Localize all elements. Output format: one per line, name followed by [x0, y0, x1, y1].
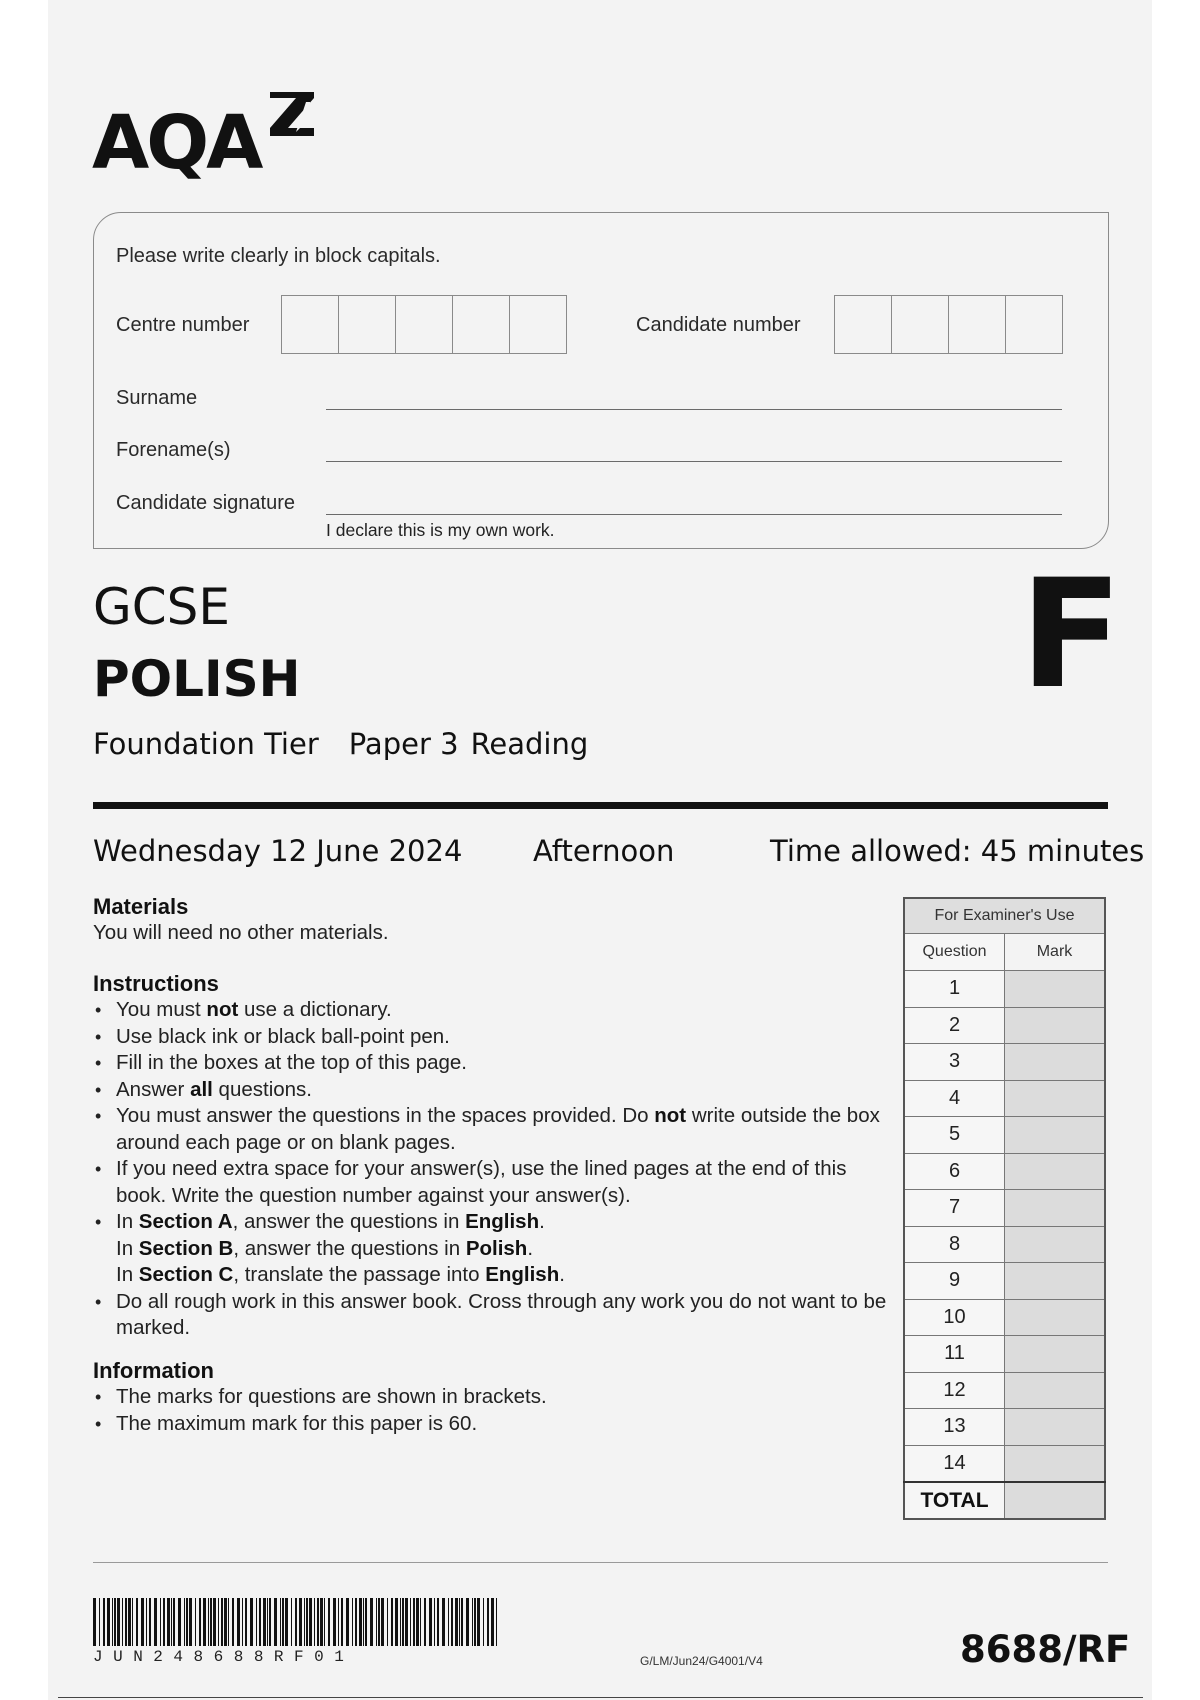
footer-divider	[93, 1562, 1108, 1563]
mark-cell	[1005, 1153, 1105, 1190]
component-label: Reading	[470, 727, 589, 761]
mark-cell	[1005, 1299, 1105, 1336]
barcode-bar	[163, 1598, 165, 1646]
centre-digit-box[interactable]	[282, 296, 339, 353]
barcode-bar	[304, 1598, 305, 1646]
centre-number-boxes[interactable]	[281, 295, 567, 354]
mark-cell	[1005, 1372, 1105, 1409]
barcode-bar	[333, 1598, 336, 1646]
declaration-text: I declare this is my own work.	[326, 520, 555, 540]
question-number: 9	[904, 1263, 1005, 1300]
candidate-digit-box[interactable]	[835, 296, 892, 353]
list-item: • If you need extra space for your answer(s), use the lined pages at the end of this book. Write the question number against your answer(s).	[93, 1156, 893, 1209]
mark-cell	[1005, 1263, 1105, 1300]
table-row	[904, 1190, 1105, 1227]
exam-session: Afternoon	[533, 834, 675, 868]
candidate-number-label: Candidate number	[636, 314, 801, 336]
signature-field[interactable]	[326, 514, 1062, 515]
question-number: 12	[904, 1372, 1005, 1409]
barcode-bar	[434, 1598, 435, 1646]
barcode-bar	[491, 1598, 494, 1646]
barcode-bar	[365, 1598, 367, 1646]
table-row	[904, 1007, 1105, 1044]
page-bottom-rule	[58, 1697, 1143, 1698]
instructions-heading: Instructions	[93, 971, 219, 996]
barcode-bar	[424, 1598, 426, 1646]
barcode-bar	[442, 1598, 445, 1646]
mark-cell	[1005, 1117, 1105, 1154]
examiner-use-table	[903, 897, 1106, 1520]
table-row	[904, 1117, 1105, 1154]
mark-cell	[1005, 1226, 1105, 1263]
barcode-bar	[451, 1598, 453, 1646]
barcode-bar	[395, 1598, 398, 1646]
barcode-bar	[269, 1598, 271, 1646]
barcode-bar	[352, 1598, 353, 1646]
barcode-bar	[250, 1598, 253, 1646]
list-item: • The marks for questions are shown in brackets.	[93, 1384, 893, 1411]
mark-cell	[1005, 971, 1105, 1008]
barcode-bar	[370, 1598, 373, 1646]
barcode-bar	[136, 1598, 138, 1646]
instructions-section	[93, 971, 893, 1342]
time-allowed: Time allowed: 45 minutes	[770, 834, 1145, 868]
question-number: 2	[904, 1007, 1005, 1044]
barcode-bar	[282, 1598, 284, 1646]
table-row	[904, 1372, 1105, 1409]
mark-cell	[1005, 1044, 1105, 1081]
barcode-bar	[413, 1598, 415, 1646]
barcode-bar	[132, 1598, 133, 1646]
barcode-bar	[160, 1598, 161, 1646]
barcode-bar	[267, 1598, 268, 1646]
barcode-bar	[178, 1598, 181, 1646]
question-number: 8	[904, 1226, 1005, 1263]
barcode-bar	[346, 1598, 349, 1646]
barcode-bar	[306, 1598, 308, 1646]
barcode-bar	[359, 1598, 362, 1646]
barcode-bar	[232, 1598, 234, 1646]
list-item: • You must answer the questions in the spaces provided. Do not write outside the box around each page or on blank pages.	[93, 1103, 893, 1156]
barcode-bar	[381, 1598, 384, 1646]
paper-details	[93, 727, 618, 761]
table-row	[904, 1044, 1105, 1081]
barcode-bar	[496, 1598, 497, 1646]
barcode-bar	[184, 1598, 185, 1646]
barcode-bar	[314, 1598, 315, 1646]
barcode-bar	[128, 1598, 131, 1646]
list-item: • Fill in the boxes at the top of this page.	[93, 1050, 893, 1077]
list-item: • The maximum mark for this paper is 60.	[93, 1411, 893, 1438]
barcode-bar	[295, 1598, 297, 1646]
surname-label: Surname	[116, 387, 198, 409]
mark-cell	[1005, 1190, 1105, 1227]
centre-digit-box[interactable]	[396, 296, 453, 353]
barcode-bar	[437, 1598, 439, 1646]
barcode-bar	[400, 1598, 401, 1646]
question-number: 5	[904, 1117, 1005, 1154]
barcode-bar	[125, 1598, 127, 1646]
mark-cell	[1005, 1080, 1105, 1117]
list-item: • Use black ink or black ball-point pen.	[93, 1024, 893, 1051]
materials-section	[93, 894, 893, 947]
barcode-bar	[149, 1598, 151, 1646]
instructions-list	[93, 997, 893, 1342]
barcode-bar	[107, 1598, 110, 1646]
tier-letter: F	[1020, 548, 1123, 722]
barcode-bar	[320, 1598, 323, 1646]
table-row	[904, 971, 1105, 1008]
question-number: 14	[904, 1445, 1005, 1482]
barcode-bar	[429, 1598, 432, 1646]
barcode-bar	[376, 1598, 377, 1646]
forenames-field[interactable]	[326, 461, 1062, 462]
barcode-bar	[459, 1598, 460, 1646]
barcode-bar	[99, 1598, 100, 1646]
barcode-bar	[420, 1598, 421, 1646]
candidate-number-boxes[interactable]	[834, 295, 1063, 354]
paper-label: Paper 3	[348, 727, 459, 761]
table-row	[904, 1445, 1105, 1482]
table-row	[904, 1153, 1105, 1190]
barcode-text: JUN248688RF01	[93, 1648, 355, 1666]
candidate-digit-box[interactable]	[1006, 296, 1062, 353]
barcode-bar	[338, 1598, 339, 1646]
table-row	[904, 1299, 1105, 1336]
paper-code: 8688/RF	[960, 1628, 1131, 1671]
barcode-bar	[224, 1598, 227, 1646]
information-heading: Information	[93, 1358, 214, 1383]
barcode-bar	[218, 1598, 219, 1646]
information-list	[93, 1384, 893, 1437]
mark-column-header: Mark	[1005, 934, 1105, 971]
centre-digit-box[interactable]	[453, 296, 510, 353]
barcode-bar	[259, 1598, 261, 1646]
forenames-label: Forename(s)	[116, 439, 231, 461]
barcode-bar	[387, 1598, 388, 1646]
barcode-bar	[355, 1598, 357, 1646]
exam-date: Wednesday 12 June 2024	[93, 834, 463, 868]
candidate-digit-box[interactable]	[949, 296, 1006, 353]
barcode-bar	[324, 1598, 325, 1646]
barcode-bar	[195, 1598, 196, 1646]
signature-label: Candidate signature	[116, 492, 296, 514]
barcode-bar	[280, 1598, 281, 1646]
question-number: 11	[904, 1336, 1005, 1373]
barcode-image	[93, 1598, 503, 1646]
barcode-bar	[483, 1598, 484, 1646]
barcode-bar	[93, 1598, 96, 1646]
candidate-details-box	[93, 212, 1109, 549]
table-row	[904, 1263, 1105, 1300]
mark-cell	[1005, 1409, 1105, 1446]
list-item: • You must not use a dictionary.	[93, 997, 893, 1024]
centre-number-label: Centre number	[116, 314, 250, 336]
barcode-bar	[117, 1598, 120, 1646]
table-row	[904, 1336, 1105, 1373]
centre-digit-box[interactable]	[510, 296, 566, 353]
barcode-bar	[474, 1598, 476, 1646]
total-mark-cell	[1005, 1482, 1105, 1519]
qualification-title: GCSE	[93, 578, 230, 636]
barcode-bar	[213, 1598, 216, 1646]
mark-cell	[1005, 1336, 1105, 1373]
list-item: • Answer all questions.	[93, 1077, 893, 1104]
barcode-bar	[317, 1598, 319, 1646]
barcode-bar	[245, 1598, 247, 1646]
barcode-bar	[114, 1598, 116, 1646]
barcode-bar	[405, 1598, 408, 1646]
barcode-bar	[455, 1598, 458, 1646]
barcode-bar	[221, 1598, 223, 1646]
barcode-bar	[112, 1598, 113, 1646]
barcode-bar	[154, 1598, 157, 1646]
question-number: 7	[904, 1190, 1005, 1227]
barcode-bar	[466, 1598, 469, 1646]
barcode-bar	[173, 1598, 175, 1646]
question-column-header: Question	[904, 934, 1005, 971]
barcode-bar	[210, 1598, 212, 1646]
barcode-bar	[416, 1598, 419, 1646]
barcode-bar	[122, 1598, 123, 1646]
barcode-bar	[285, 1598, 288, 1646]
question-number: 3	[904, 1044, 1005, 1081]
list-item: • Do all rough work in this answer book. Cross through any work you do not want to be marked.	[93, 1289, 893, 1342]
question-number: 10	[904, 1299, 1005, 1336]
table-row	[904, 1226, 1105, 1263]
barcode-bar	[274, 1598, 277, 1646]
barcode-bar	[263, 1598, 266, 1646]
information-section	[93, 1358, 893, 1437]
question-number: 1	[904, 971, 1005, 1008]
barcode-bar	[208, 1598, 209, 1646]
examiner-table-title: For Examiner's Use	[904, 898, 1105, 934]
centre-digit-box[interactable]	[339, 296, 396, 353]
barcode-bar	[477, 1598, 480, 1646]
barcode-bar	[203, 1598, 206, 1646]
barcode-bar	[199, 1598, 201, 1646]
barcode-bar	[291, 1598, 292, 1646]
question-number: 6	[904, 1153, 1005, 1190]
mark-cell	[1005, 1007, 1105, 1044]
surname-field[interactable]	[326, 409, 1062, 410]
barcode-bar	[341, 1598, 343, 1646]
materials-text: You will need no other materials.	[93, 921, 389, 944]
question-number: 13	[904, 1409, 1005, 1446]
barcode-bar	[328, 1598, 330, 1646]
materials-heading: Materials	[93, 894, 189, 919]
barcode-bar	[171, 1598, 172, 1646]
barcode-bar	[256, 1598, 257, 1646]
barcode-bar	[141, 1598, 144, 1646]
barcode-bar	[378, 1598, 380, 1646]
question-number: 4	[904, 1080, 1005, 1117]
barcode-bar	[309, 1598, 312, 1646]
barcode-bar	[487, 1598, 489, 1646]
barcode-bar	[237, 1598, 240, 1646]
barcode-bar	[103, 1598, 105, 1646]
barcode-bar	[410, 1598, 411, 1646]
candidate-digit-box[interactable]	[892, 296, 949, 353]
barcode-bar	[363, 1598, 364, 1646]
tier-label: Foundation Tier	[93, 727, 319, 761]
title-divider	[93, 802, 1108, 809]
barcode-bar	[242, 1598, 243, 1646]
aqa-logo	[92, 88, 318, 186]
barcode-bar	[461, 1598, 463, 1646]
barcode-bar	[189, 1598, 192, 1646]
paper-reference: G/LM/Jun24/G4001/V4	[640, 1654, 763, 1668]
table-row	[904, 1080, 1105, 1117]
list-item: • In Section A, answer the questions in English. In Section B, answer the questions in Polish. In Section C, translate the passage into English.	[93, 1209, 893, 1289]
total-label: TOTAL	[904, 1482, 1005, 1519]
barcode-bar	[186, 1598, 188, 1646]
block-capitals-instruction: Please write clearly in block capitals.	[116, 245, 441, 267]
barcode-bar	[299, 1598, 302, 1646]
barcode-bar	[391, 1598, 393, 1646]
barcode-bar	[448, 1598, 449, 1646]
subject-title: POLISH	[93, 650, 301, 708]
barcode-bar	[167, 1598, 170, 1646]
aqa-logo-mark-icon	[266, 88, 318, 140]
barcode-bar	[228, 1598, 229, 1646]
barcode-bar	[146, 1598, 147, 1646]
logo-text: AQA	[92, 100, 261, 186]
mark-cell	[1005, 1445, 1105, 1482]
barcode-bar	[472, 1598, 473, 1646]
barcode-bar	[402, 1598, 404, 1646]
table-row	[904, 1409, 1105, 1446]
